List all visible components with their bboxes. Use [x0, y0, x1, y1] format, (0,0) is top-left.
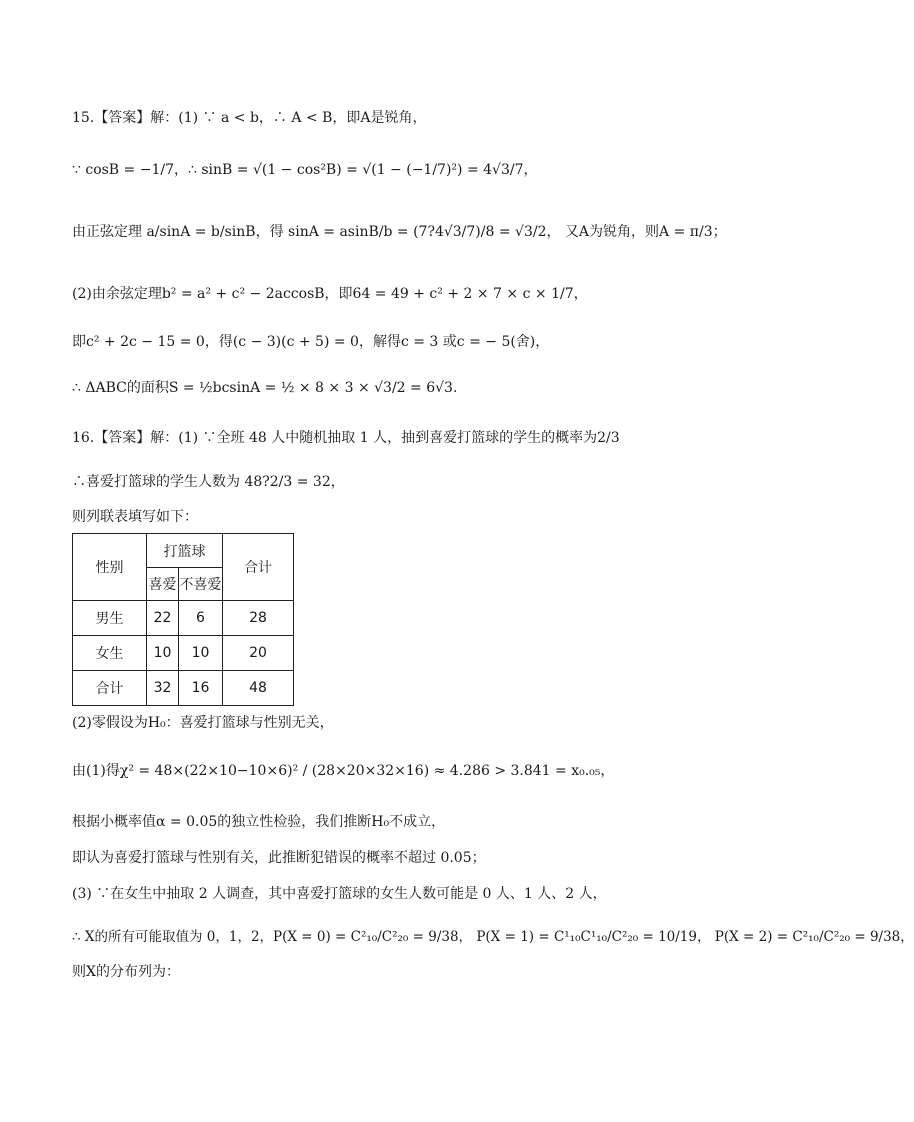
cell-total: 28 [223, 601, 294, 636]
q16-count: ∴喜爱打篮球的学生人数为 48?2/3 = 32， [72, 474, 345, 490]
q15-solve-c: 即c² + 2c − 15 = 0，得(c − 3)(c + 5) = 0，解得c = 3 或c = − 5(舍)， [72, 334, 550, 350]
table-row [73, 601, 294, 636]
cell-dislike: 10 [179, 636, 223, 671]
contingency-table [72, 533, 294, 706]
row-label: 男生 [73, 601, 147, 636]
q16-independence-test: 根据小概率值α = 0.05的独立性检验，我们推断H₀不成立， [72, 814, 446, 830]
table-row [73, 636, 294, 671]
cell-dislike: 6 [179, 601, 223, 636]
cell-dislike: 16 [179, 671, 223, 706]
header-basketball: 打篮球 [147, 534, 223, 568]
q16-part3-intro: (3) ∵在女生中抽取 2 人调查，其中喜爱打篮球的女生人数可能是 0 人、1 人、2 人， [72, 886, 607, 902]
q16-distribution-caption: 则X的分布列为： [72, 964, 180, 980]
q15-law-of-sines: 由正弦定理 a/sinA = b/sinB，得 sinA = asinB/b = (7?4√3/7)/8 = √3/2， 又A为锐角，则A = π/3； [72, 224, 727, 240]
cell-like: 32 [147, 671, 179, 706]
q16-conclusion: 即认为喜爱打篮球与性别有关，此推断犯错误的概率不超过 0.05； [72, 850, 486, 866]
q16-probabilities: ∴ X的所有可能取值为 0，1，2，P(X = 0) = C²₁₀/C²₂₀ = 9/38， P(X = 1) = C¹₁₀C¹₁₀/C²₂₀ = 10/19， P(X = 2) = C²₁₀/C²₂₀ = 9/38， [72, 929, 914, 945]
q15-sinb-derivation: ∵ cosB = −1/7，∴ sinB = √(1 − cos²B) = √(1 − (−1/7)²) = 4√3/7， [72, 162, 538, 178]
row-label: 女生 [73, 636, 147, 671]
header-like: 喜爱 [147, 568, 179, 601]
q16-table-caption: 则列联表填写如下： [72, 509, 198, 525]
row-label: 合计 [73, 671, 147, 706]
q15-area: ∴ ΔABC的面积S = ½bcsinA = ½ × 8 × 3 × √3/2 = 6√3. [72, 380, 458, 396]
header-gender: 性别 [73, 534, 147, 601]
header-total: 合计 [223, 534, 294, 601]
q16-chi-square: 由(1)得χ² = 48×(22×10−10×6)² / (28×20×32×16) ≈ 4.286 > 3.841 = x₀.₀₅， [72, 763, 615, 779]
cell-like: 10 [147, 636, 179, 671]
cell-total: 20 [223, 636, 294, 671]
table-row [73, 671, 294, 706]
q15-part1-intro: 15.【答案】解：(1) ∵ a < b，∴ A < B，即A是锐角， [72, 110, 427, 126]
cell-total: 48 [223, 671, 294, 706]
cell-like: 22 [147, 601, 179, 636]
header-dislike: 不喜爱 [179, 568, 223, 601]
q15-law-of-cosines: (2)由余弦定理b² = a² + c² − 2accosB，即64 = 49 + c² + 2 × 7 × c × 1/7， [72, 286, 588, 302]
q16-part1-intro: 16.【答案】解：(1) ∵全班 48 人中随机抽取 1 人，抽到喜爱打篮球的学生的概率为2/3 [72, 430, 620, 446]
q16-null-hypothesis: (2)零假设为H₀：喜爱打篮球与性别无关， [72, 715, 334, 731]
